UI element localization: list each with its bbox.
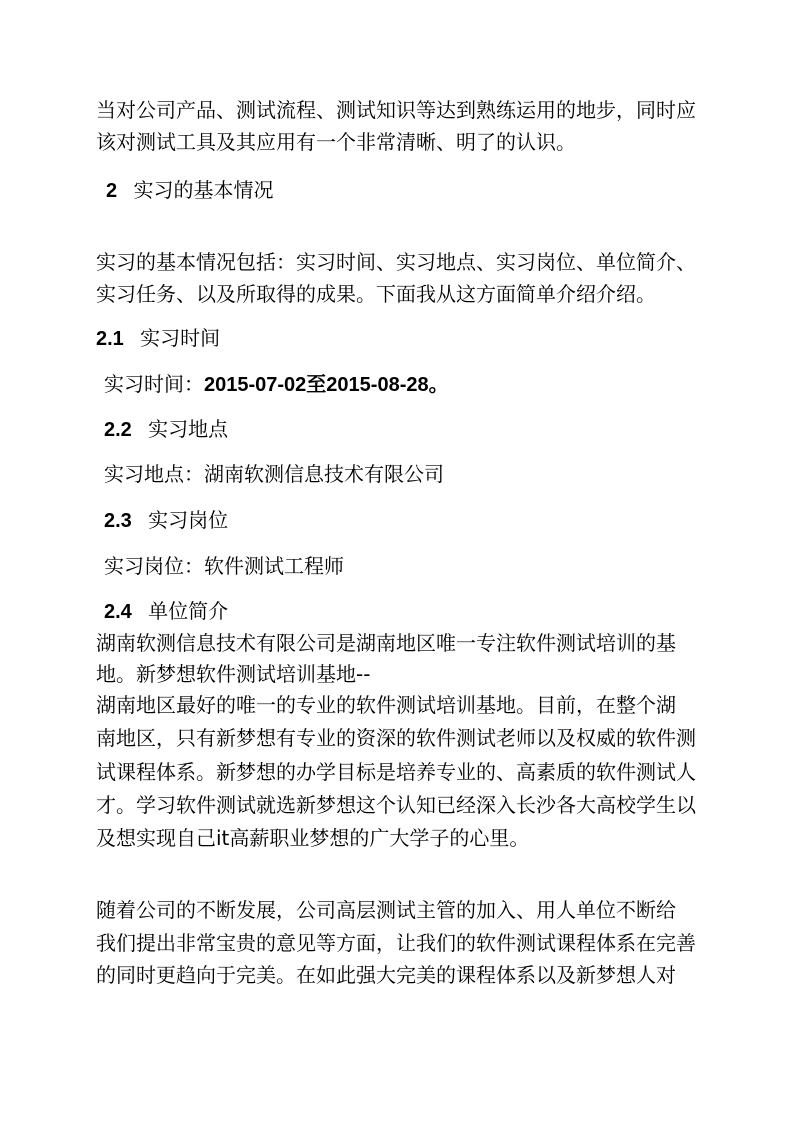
section-2-1-heading [96, 325, 220, 352]
company-intro-line-6: 才。学习软件测试就选新梦想这个认知已经深入长沙各大高校学生以 [96, 793, 696, 817]
company-intro-line-3: 湖南地区最好的唯一的专业的软件测试培训基地。目前，在整个湖 [96, 693, 676, 717]
company-intro-line-7: 及想实现自己it高薪职业梦想的广大学子的心里。 [96, 826, 530, 850]
section-2-2-number: 2.2 [104, 419, 132, 441]
section-2-3-heading [104, 507, 228, 534]
section-2-number: 2 [106, 180, 118, 202]
internship-position-line: 实习岗位：软件测试工程师 [104, 554, 344, 578]
closing-line-1: 随着公司的不断发展，公司高层测试主管的加入、用人单位不断给 [96, 898, 676, 922]
company-intro-line-4: 南地区，只有新梦想有专业的资深的软件测试老师以及权威的软件测 [96, 726, 696, 750]
internship-time-line [104, 371, 449, 398]
internship-time-value: 2015-07-02至2015-08-28。 [204, 374, 449, 396]
section-2-4-number: 2.4 [104, 601, 132, 623]
intro-line-2: 该对测试工具及其应用有一个非常清晰、明了的认识。 [96, 130, 576, 154]
closing-line-2: 我们提出非常宝贵的意见等方面，让我们的软件测试课程体系在完善 [96, 931, 696, 955]
intro-line-1: 当对公司产品、测试流程、测试知识等达到熟练运用的地步，同时应 [96, 98, 696, 122]
section-2-3-number: 2.3 [104, 510, 132, 532]
section-2-4-title: 单位简介 [148, 599, 229, 623]
section-2-para-line-1: 实习的基本情况包括：实习时间、实习地点、实习岗位、单位简介、 [96, 250, 696, 274]
company-intro-line-2: 地。新梦想软件测试培训基地-- [96, 662, 371, 686]
internship-time-label: 实习时间： [104, 372, 204, 396]
section-2-title: 实习的基本情况 [133, 178, 274, 202]
section-2-1-title: 实习时间 [140, 326, 221, 350]
section-2-2-heading [104, 416, 228, 443]
section-2-para-line-2: 实习任务、以及所取得的成果。下面我从这方面简单介绍介绍。 [96, 282, 656, 306]
section-2-heading [106, 177, 273, 204]
closing-line-3: 的同时更趋向于完美。在如此强大完美的课程体系以及新梦想人对 [96, 963, 676, 987]
section-2-4-heading [104, 598, 228, 625]
internship-location-line: 实习地点：湖南软测信息技术有限公司 [104, 462, 444, 486]
section-2-3-title: 实习岗位 [148, 508, 229, 532]
section-2-2-title: 实习地点 [148, 417, 229, 441]
company-intro-line-5: 试课程体系。新梦想的办学目标是培养专业的、高素质的软件测试人 [96, 760, 696, 784]
section-2-1-number: 2.1 [96, 328, 124, 350]
company-intro-line-1: 湖南软测信息技术有限公司是湖南地区唯一专注软件测试培训的基 [96, 631, 676, 655]
